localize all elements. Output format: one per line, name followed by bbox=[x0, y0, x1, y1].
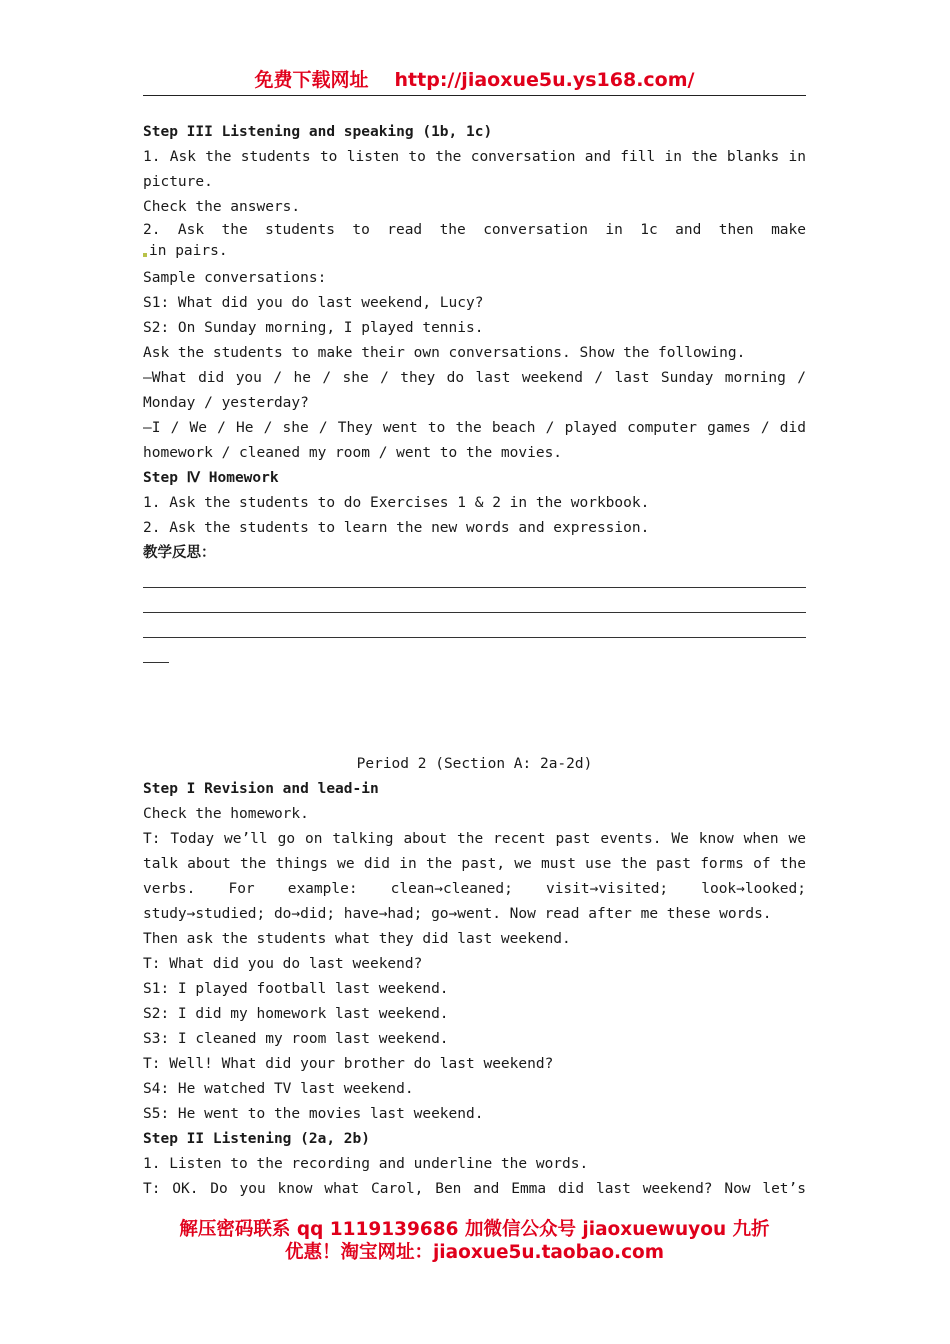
period2-title: Period 2 (Section A: 2a-2d) bbox=[356, 756, 593, 772]
question-pattern-line2: Monday / yesterday? bbox=[143, 395, 309, 411]
period2-step1-heading: Step I Revision and lead-in bbox=[143, 781, 379, 797]
teacher-intro-line2: talk about the things we did in the past, we must use the past forms of the bbox=[143, 856, 806, 872]
dialogue-t-question: T: What did you do last weekend? bbox=[143, 956, 423, 972]
listening-item1: 1. Listen to the recording and underline the words. bbox=[143, 1156, 589, 1172]
answer-pattern-line1: —I / We / He / she / They went to the beach / played computer games / did bbox=[143, 420, 806, 436]
footer-shop-link[interactable]: 优惠！淘宝网址：jiaoxue5u.taobao.com bbox=[284, 1242, 665, 1263]
teacher-listening-prompt: T: OK. Do you know what Carol, Ben and Emma did last weekend? Now let’s bbox=[143, 1181, 806, 1197]
dialogue-s4: S4: He watched TV last weekend. bbox=[143, 1081, 414, 1097]
answer-pattern-line2: homework / cleaned my room / went to the movies. bbox=[143, 445, 563, 461]
step3-heading: Step III Listening and speaking (1b, 1c) bbox=[143, 124, 493, 140]
page-header bbox=[143, 66, 806, 96]
then-ask-students: Then ask the students what they did last weekend. bbox=[143, 931, 571, 947]
check-homework: Check the homework. bbox=[143, 806, 309, 822]
reflection-blank-line-end[interactable] bbox=[143, 641, 169, 666]
reflection-blank-line[interactable] bbox=[143, 591, 806, 616]
sample-s2: S2: On Sunday morning, I played tennis. bbox=[143, 320, 484, 336]
step4-heading: Step Ⅳ Homework bbox=[143, 470, 279, 486]
dialogue-t-brother: T: Well! What did your brother do last weekend? bbox=[143, 1056, 554, 1072]
dialogue-s2: S2: I did my homework last weekend. bbox=[143, 1006, 449, 1022]
step3-item2-line1: 2. Ask the students to read the conversation in 1c and then make bbox=[143, 222, 806, 238]
footer-contact-line: 解压密码联系 qq 1119139686 加微信公众号 jiaoxuewuyou 九折 bbox=[179, 1219, 770, 1240]
period2-step2-heading: Step II Listening (2a, 2b) bbox=[143, 1131, 370, 1147]
page-footer bbox=[143, 1218, 806, 1264]
edit-marker-icon bbox=[143, 253, 147, 257]
own-conversations-instruction: Ask the students to make their own conversations. Show the following. bbox=[143, 345, 746, 361]
step3-item2-line2: in pairs. bbox=[143, 241, 806, 262]
sample-s1: S1: What did you do last weekend, Lucy? bbox=[143, 295, 484, 311]
header-url-link[interactable]: http://jiaoxue5u.ys168.com/ bbox=[394, 69, 695, 91]
question-pattern-line1: —What did you / he / she / they do last weekend / last Sunday morning / bbox=[143, 370, 806, 386]
teacher-intro-line4: study→studied; do→did; have→had; go→went. Now read after me these words. bbox=[143, 906, 772, 922]
reflection-blank-line[interactable] bbox=[143, 566, 806, 591]
teacher-intro-line3: verbs. For example: clean→cleaned; visit→visited; look→looked; bbox=[143, 881, 806, 897]
teacher-intro-line1: T: Today we’ll go on talking about the recent past events. We know when we bbox=[143, 831, 806, 847]
sample-conversations-label: Sample conversations: bbox=[143, 270, 327, 286]
teaching-reflection-label: 教学反思： bbox=[143, 545, 216, 561]
step3-item1-line2: picture. bbox=[143, 174, 213, 190]
homework-item2: 2. Ask the students to learn the new words and expression. bbox=[143, 520, 650, 536]
reflection-blank-line[interactable] bbox=[143, 616, 806, 641]
dialogue-s3: S3: I cleaned my room last weekend. bbox=[143, 1031, 449, 1047]
dialogue-s5: S5: He went to the movies last weekend. bbox=[143, 1106, 484, 1122]
step3-check-answers: Check the answers. bbox=[143, 199, 301, 215]
step3-item1-line1: 1. Ask the students to listen to the conversation and fill in the blanks in bbox=[143, 149, 806, 165]
homework-item1: 1. Ask the students to do Exercises 1 & 2 in the workbook. bbox=[143, 495, 650, 511]
dialogue-s1: S1: I played football last weekend. bbox=[143, 981, 449, 997]
document-body bbox=[143, 120, 806, 1202]
header-label: 免费下载网址 bbox=[254, 69, 369, 91]
